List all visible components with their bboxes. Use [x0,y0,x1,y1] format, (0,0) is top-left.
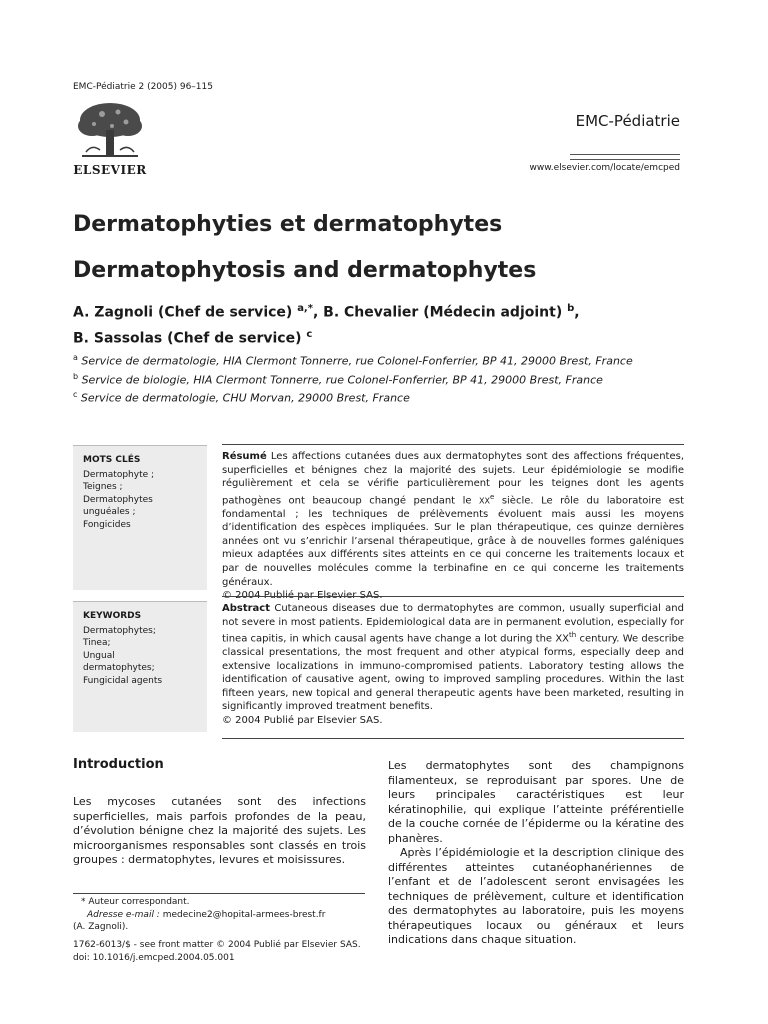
affiliation-mark: a [73,353,78,362]
affiliation-text: Service de dermatologie, CHU Morvan, 29000 Brest, France [80,391,410,405]
resume-text-cont: siècle. Le rôle du laboratoire est fondamental ; les techniques de prélèvements évoluent mais aussi les moyens d’identification des espèces impliquées. Sur le plan thérapeutique, ces quinze dernières années ont vu s’enrichir l’arsenal thérapeutique, grâce à de nouvelles formes galéniques mieux adaptées aux différents sites atteints en ce qui concerne les traitements locaux et par de nouvelles molécules comme la terbinafine en ce qui concerne les traitements généraux. [222,495,685,588]
footnote-email-line [73,909,365,922]
footnote [73,896,365,934]
footnote-author: (A. Zagnoli). [73,922,129,932]
resume-block [222,444,684,603]
publisher-name: ELSEVIER [73,163,147,177]
resume-label: Résumé [222,451,267,462]
keyword-item: dermatophytes; [83,663,155,673]
footnote-corresponding: * Auteur correspondant. [81,897,190,907]
author-zagnoli-mark: a,* [297,303,313,314]
keyword-item: Teignes ; [83,482,123,492]
article-title-fr: Dermatophyties et dermatophytes [73,212,503,237]
keyword-item: Dermatophytes [83,494,153,505]
abstract-century-sup: th [569,631,577,640]
affiliation-b [73,369,713,388]
abstract-text-cont: century. We describe classical presentations, the most frequent and other atypical forms, especially deep and extensive localizations in immuno-compromised patients. Laboratory testing allows the identification of causative agent, owing to improved sampling procedures. Within the last fifteen years, new topical and general therapeutic agents have been marketed, resulting in significantly improved treatment benefits. [222,633,684,713]
keywords-en-box [73,601,207,732]
abstract-copyright: © 2004 Publié par Elsevier SAS. [222,715,383,727]
resume-century: XX [479,496,490,506]
journal-title: EMC-Pédiatrie [575,112,680,130]
resume-century-sup: e [490,492,495,501]
keywords-fr-box [73,445,207,590]
affiliation-mark: c [73,390,78,400]
journal-url[interactable]: www.elsevier.com/locate/emcped [529,163,680,173]
keyword-item: Tinea; [83,638,111,648]
keywords-fr-heading: MOTS CLÉS [83,455,141,465]
affiliations [73,350,713,406]
affiliation-text: Service de dermatologie, HIA Clermont Tonnerre, rue Colonel-Fonferrier, BP 41, 29000 Brest, France [81,354,633,368]
keyword-item: unguéales ; [83,507,136,517]
author-chevalier: , B. Chevalier (Médecin adjoint) [312,304,568,321]
author-chevalier-mark: b [567,303,575,314]
author-list [73,298,673,349]
body-paragraph-left: Les mycoses cutanées sont des infections superficielles, mais parfois profondes de la peau, d’évolution bénigne chez la majorité des sujets. Les microorganismes responsables sont classés en trois groupes : dermatophytes, levures et moisissures. [73,795,366,866]
footnote-email-label: Adresse e-mail : [87,909,160,920]
keyword-item: Fungicidal agents [83,675,163,686]
resume-text: Les affections cutanées dues aux dermatophytes sont des affections fréquentes, superficielles et bénignes chez la majorité des sujets. Leur épidémiologie se modifie régulièrement et cela se vérifie particulièrement pour les teignes dont les agents pathogènes ont beaucoup changé pendant le [222,451,684,507]
affiliation-text: Service de biologie, HIA Clermont Tonnerre, rue Colonel-Fonferrier, BP 41, 29000 Brest, France [81,373,603,387]
keyword-item: Fongicides [83,519,131,530]
footnote-email[interactable]: medecine2@hopital-armees-brest.fr [159,909,326,920]
abstract-end-rule [222,738,684,739]
footnote-rule [73,893,365,894]
section-heading: Introduction [73,757,164,772]
abstract-text: Cutaneous diseases due to dermatophytes are common, usually superficial and not severe in most patients. Epidemiological data are in permanent evolution, especially for tinea capitis, in which causal agents have change a lot during the XX [222,603,684,645]
affiliation-c [73,387,713,406]
doi-line[interactable]: doi: 10.1016/j.emcped.2004.05.001 [73,953,235,963]
keywords-en-heading: KEYWORDS [83,611,142,621]
resume-copyright: © 2004 Publié par Elsevier SAS. [222,590,383,602]
keyword-item: Dermatophytes; [83,625,156,636]
body-column-right [388,759,684,948]
keyword-item: Ungual [83,650,115,661]
body-paragraph: Après l’épidémiologie et la description clinique des différentes atteintes cutanéophanériennes de l’enfant et de l’adolescent seront envisagées les techniques de prélèvement, culture et identification des dermatophytes au laboratoire, puis les moyens thérapeutiques locaux ou généraux et leurs indications dans chaque situation. [388,846,684,946]
journal-citation: EMC-Pédiatrie 2 (2005) 96–115 [73,82,213,92]
author-sassolas-mark: c [306,328,313,340]
keyword-item: Dermatophyte ; [83,469,155,480]
front-matter [73,939,373,965]
affiliation-mark: b [73,371,79,381]
author-zagnoli: A. Zagnoli (Chef de service) [73,304,298,321]
body-paragraph: Les dermatophytes sont des champignons filamenteux, se reproduisant par spores. Une de leurs principales caractéristiques est leur kératinophilie, qui explique l’atteinte préférentielle de la couche cornée de l’épiderme ou la kératine des phanères. [388,759,684,845]
abstract-block [222,596,684,728]
header-rule [570,154,680,160]
affiliation-a [73,350,713,369]
issn-line: 1762-6013/$ - see front matter © 2004 Publié par Elsevier SAS. [73,940,361,950]
author-separator: , [574,304,580,321]
article-title-en: Dermatophytosis and dermatophytes [73,258,537,283]
author-sassolas: B. Sassolas (Chef de service) [73,330,307,347]
abstract-label: Abstract [222,603,271,614]
